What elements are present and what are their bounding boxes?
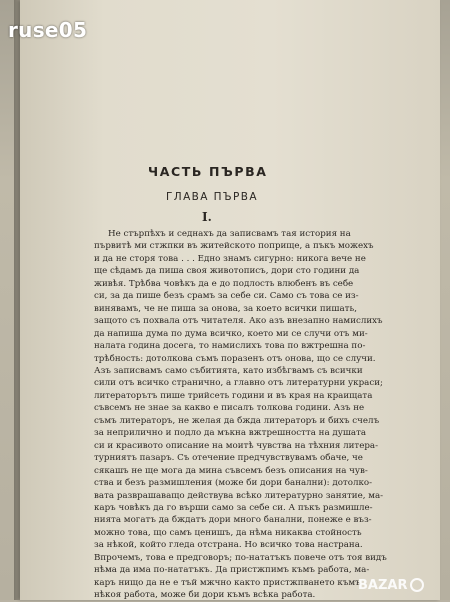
text-line: за нѣкой, който гледа отстрана. Но всичко това настрана. [94,540,363,551]
text-line: сили отъ всичко странично, а главно отъ литературни украси; [94,378,383,389]
text-line: сякашъ не ще мога да мина съвсемъ безъ описания на чув- [94,465,368,476]
text-line: си, за да пише безъ срамъ за себе си. Само съ това се из- [94,291,359,302]
section-number: I. [202,210,212,224]
text-line: и да не сторя това . . . Едно знамъ сигурно: никога вече не [94,253,366,264]
text-line: Азъ записвамъ само събитията, като избѣгвамъ съ всички [94,365,363,376]
text-line: защото съ похвала отъ читателя. Ако азъ внезапно намислихъ [94,316,383,327]
chapter-title: ГЛАВА ПЪРВА [166,191,258,203]
text-line: литераторътъ пише трийсеть години и въ края на краищата [94,390,373,401]
text-line: ще сѣдамъ да пиша своя животописъ, дори сто години да [94,266,360,277]
text-line: ства и безъ размишления (може би дори банални): дотолко- [94,478,373,489]
text-line: винявамъ, че не пиша за онова, за което всички пишать, [94,303,357,314]
text-line: нѣма да има по-нататъкъ. Да пристжпимъ къмъ работа, ма- [94,565,370,576]
part-title: ЧАСТЬ ПЪРВА [148,164,268,179]
text-line: трѣбность: дотолкова съмъ поразенъ отъ онова, що се случи. [94,353,376,364]
body-text [94,228,424,602]
text-line: вата разврашаващо действува всѣко литературно занятие, ма- [94,490,384,501]
bazar-watermark-text: BAZAR [358,578,408,593]
bazar-logo-icon [410,578,424,592]
text-line: можно това, що самъ ценишъ, да нѣма никаква стойность [94,527,362,538]
text-line: първитѣ ми стжпки въ житейското поприще, а пъкъ можехъ [94,241,374,252]
text-line: налата година досега, то намислихъ това по вжтрешна по- [94,341,366,352]
site-watermark: ruse05 [8,18,88,42]
text-line: турниятъ пазаръ. Съ отечение предчувствувамъ обаче, че [94,453,363,464]
text-line: си и красивото описание на моитѣ чувства на тѣхния литера- [94,440,379,451]
text-line: да напиша дума по дума всичко, което ми се случи отъ ми- [94,328,368,339]
text-line: Впрочемъ, това е предговоръ; по-нататъкъ повече отъ тоя видъ [94,552,387,563]
text-line: живѣя. Трѣбва човѣкъ да е до подлость влюбенъ въ себе [94,278,354,289]
text-line: Не стърпѣхъ и седнахъ да записвамъ тая история на [108,229,351,239]
text-line: каръ човѣкъ да го върши само за себе си. А пъкъ размишле- [94,502,373,513]
text-line: нията могатъ да бждатъ дори много банални, понеже е въз- [94,515,372,526]
text-line: нѣкоя работа, може би дори къмъ всѣка работа. [94,590,316,601]
text-line: за неприлично и подло да мъкна вжтрешността на душата [94,428,367,439]
bazar-watermark [358,578,424,593]
text-line: каръ нищо да не е тъй мжчно както пристжпването къмъ [94,577,361,588]
text-line: съвсемъ не знае за какво е писалъ толкова години. Азъ не [94,403,365,414]
text-line: съмъ литераторъ, не желая да бжда литераторъ и бихъ счелъ [94,415,380,426]
